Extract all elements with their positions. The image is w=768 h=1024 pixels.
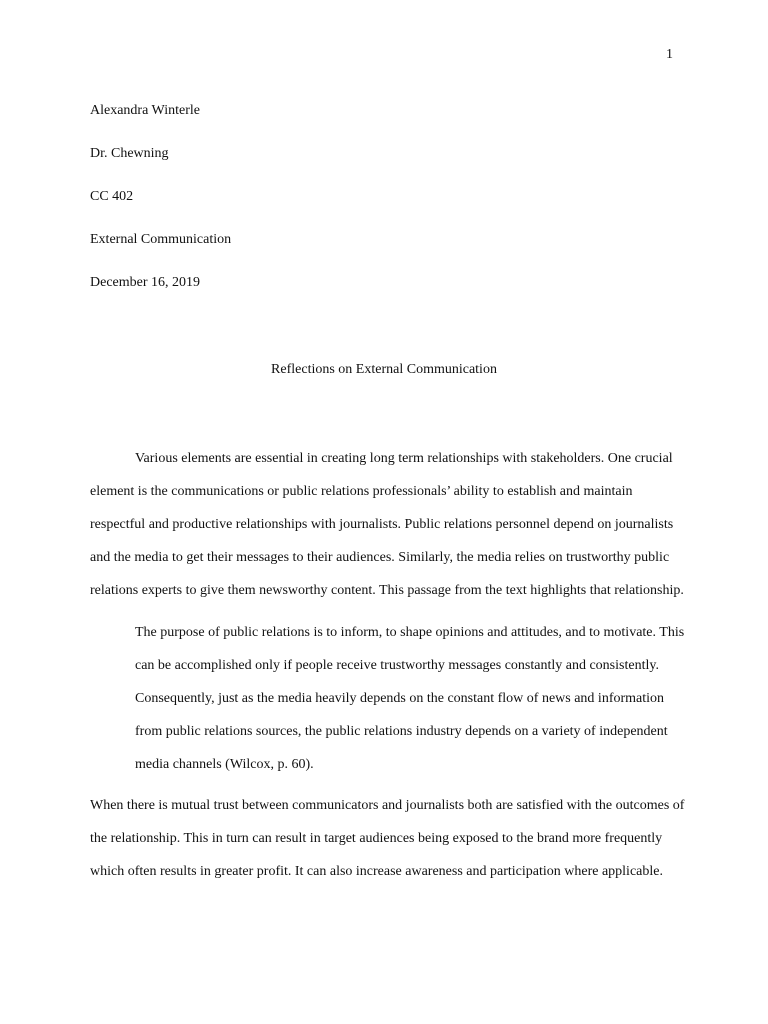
course-code: CC 402 [90,189,134,204]
header-block [90,102,690,317]
author-name: Alexandra Winterle [90,103,200,118]
document-date: December 16, 2019 [90,275,201,290]
instructor-name: Dr. Chewning [90,146,169,161]
assignment-name: External Communication [90,232,232,247]
paragraph-1 [90,442,686,607]
document-title: Reflections on External Communication [271,362,497,377]
paragraph-2 [90,789,686,888]
paragraph-line: When there is mutual trust between communicators and journalists both are satisfied with the outcomes of [90,798,685,813]
quote-line: can be accomplished only if people receive trustworthy messages constantly and consistently. [135,658,659,673]
quote-line: from public relations sources, the public relations industry depends on a variety of independent [135,724,668,739]
quote-line: The purpose of public relations is to inform, to shape opinions and attitudes, and to motivate. This [135,625,685,640]
quote-line: media channels (Wilcox, p. 60). [135,757,314,772]
paragraph-line: the relationship. This in turn can result in target audiences being exposed to the brand more frequently [90,831,663,846]
paragraph-line: which often results in greater profit. It can also increase awareness and participation where applicable. [90,864,663,879]
quote-line: Consequently, just as the media heavily depends on the constant flow of news and information [135,691,665,706]
page-number: 1 [666,47,673,62]
paragraph-1-text: Various elements are essential in creating long term relationships with stakeholders. One crucial element is the communications or public relations professionals’ ability to establish and maintain respectful and productive relationships with journalists. Public relations personnel depend on journalists and the media to get their messages to their audiences. Similarly, the media relies on trustworthy public relations experts to give them newsworthy content. This passage from the text highlights that relationship. [90,451,684,598]
block-quote [135,616,685,781]
